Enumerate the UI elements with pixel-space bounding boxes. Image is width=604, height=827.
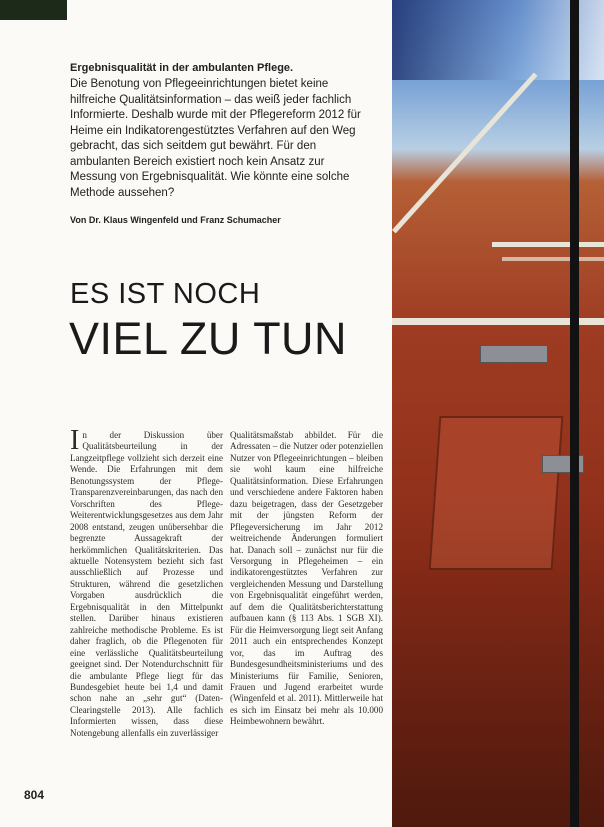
starting-block-plate: [480, 345, 548, 363]
body-column-1-text: n der Diskussion über Qualitätsbeurteilung in der Langzeitpflege vollzieht sich derzeit eine Wende. Die Erfahrungen mit dem Benotungssystem der Pflege-Transparenzvereinbarungen, das nach den Vorschriften des Pflege-Weiterentwicklungsgesetzes aus dem Jahr 2008 entstand, zeugen unübersehbar die begrenzte Aussagekraft der herkömmlichen Qualitätskriterien. Das aktuelle Notensystem bezieht sich fast ausschließlich auf Prozesse und Strukturen, während die gesetzlichen Vorgaben ausdrücklich die Ergebnisqualität in den Mittelpunkt stellen. Darüber hinaus existieren zahlreiche methodische Probleme. Es ist daher fraglich, ob die Pflegenoten für eine verlässliche Qualitätsbeurteilung geeignet sind. Der Notendurchschnitt für die ambulante Pflege liegt für das Bundesgebiet heute bei 1,4 und damit schon nahe an „sehr gut“ (Daten-Clearingstelle 2013). Alle fachlich Informierten wissen, dass diese Notengebung allenfalls ein zuverlässiger: [70, 430, 223, 738]
body-column-2: Qualitätsmaßstab abbildet. Für die Adressaten – die Nutzer oder potenziellen Nutzer von Pflegeeinrichtungen – bleiben sie wohl kaum eine hilfreiche Qualitätsinformation. Diese Erfahrungen und verschiedene andere Faktoren haben dazu beigetragen, dass der Gesetzgeber mit der jüngsten Reform der Pflegeversicherung im Jahr 2012 weitreichende Änderungen formuliert hat. Danach soll – zunächst nur für die Versorgung in Pflegeheimen – ein indikatorengestütztes Verfahren zur vergleichenden Messung und Darstellung von Ergebnisqualität eingeführt werden, auf dem die Qualitätsberichterstattung aufbauen kann (§ 113 Abs. 1 SGB XI). Für die Heimversorgung liegt seit Anfang 2011 auch ein entsprechendes Konzept vor, das im Auftrag des Bundesgesundheitsministeriums und des Ministeriums für Familie, Senioren, Frauen und Jugend erarbeitet wurde (Wingenfeld et al. 2011). Mittlerweile hat es sich im Einsatz bei mehr als 10.000 Heimbewohnern bewährt.: [230, 430, 383, 727]
page-number: 804: [24, 788, 45, 802]
body-column-1: [70, 425, 223, 739]
running-track-photo: [392, 0, 604, 827]
intro-text: Die Benotung von Pflegeeinrichtungen bietet keine hilfreiche Qualitätsinformation – das weiß jeder fachlich Informierte. Deshalb wurde mit der Pflegereform 2012 für Heime ein Indikatorengestütztes Verfahren auf den Weg gebracht, das sich seitdem gut bewährt. Für den ambulanten Bereich existiert noch kein Ansatz zur Messung von Ergebnisqualität. Wie könnte eine solche Methode aussehen?: [70, 78, 361, 199]
lane-line: [492, 242, 604, 247]
intro-heading: Ergebnisqualität in der ambulanten Pflege.: [70, 62, 294, 74]
headline-large: VIEL ZU TUN: [69, 313, 348, 364]
lane-line: [502, 257, 604, 261]
authors-byline: Von Dr. Klaus Wingenfeld und Franz Schumacher: [70, 215, 281, 225]
dropcap: I: [70, 425, 80, 456]
lane-line: [392, 72, 538, 233]
black-pole: [570, 0, 579, 827]
section-tab: [0, 0, 67, 20]
headline-small: ES IST NOCH: [70, 278, 261, 310]
